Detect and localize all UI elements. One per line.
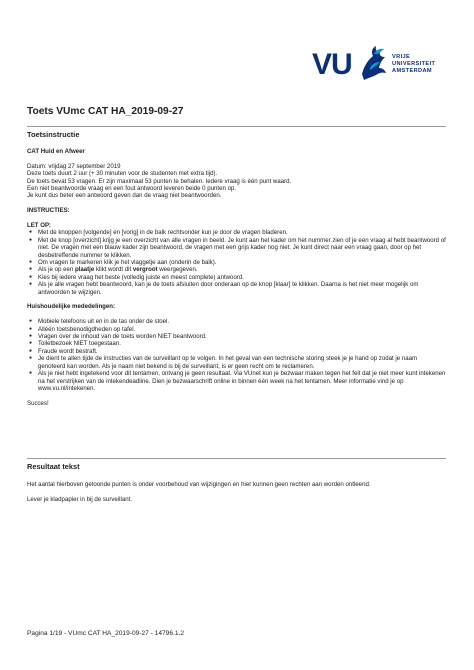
logo-line: VRIJE (392, 54, 411, 60)
list-item (38, 266, 446, 273)
resultaat-block (27, 481, 446, 503)
cat-heading: CAT Huid en Afweer (27, 148, 85, 155)
huishoud-heading: Huishoudelijke mededelingen: (27, 303, 116, 311)
page-title: Toets VUmc CAT HA_2019-09-27 (27, 106, 184, 117)
list-item: ● Om vragen te markeren klik je het vlaggetje aan (onderin de balk). (38, 259, 446, 266)
instruction-block (27, 148, 446, 407)
exam-date: Datum: vrijdag 27 september 2019 (27, 162, 121, 170)
list-text: klikt wordt dit (94, 266, 133, 274)
intro-line: Je kunt dus beter een antwoord geven dan de vraag niet beantwoorden. (27, 192, 222, 200)
logo-text (392, 54, 435, 75)
huishoud-list (27, 318, 446, 392)
list-item: ● Toiletbezoek NIET toegestaan. (38, 340, 446, 347)
resultaat-text: Het aantal hierboven getoonde punten is onder voorbehoud van wijzigingen en hier kunnen geen rechten aan worden ontleend. (27, 481, 371, 488)
instructies-heading: INSTRUCTIES: (27, 207, 70, 215)
list-text: weergegeven. (157, 266, 198, 274)
emphasis-text: vergroot (132, 266, 158, 274)
list-item: ● Met de knoppen [volgende] en [vorig] in de balk rechtsonder kun je door de vragen bladeren. (38, 229, 446, 236)
list-item: ● Fraude wordt bestraft. (38, 348, 446, 355)
list-item: ● Je dient te allen tijde de instructies van de surveillant op te volgen. In het geval van een technische storing steek je je hand op zodat je naam genoteerd kan worden. Als je naam niet bekend is bij de surveillant, is er geen recht om te reclameren. (38, 355, 446, 370)
section-heading-instructie: Toetsinstructie (27, 130, 80, 139)
vu-logo (312, 44, 442, 86)
kladpapier-text: Lever je kladpapier in bij de surveillant. (27, 495, 133, 503)
list-item: ● Als je alle vragen hebt beantwoord, kan je de toets afsluiten door onderaan op de knop [klaar] te klikken. Daarna is het niet meer mogelijk om antwoorden te wijzigen. (38, 281, 446, 296)
divider (27, 458, 446, 459)
page-footer: Pagina 1/19 - VUmc CAT HA_2019-09-27 - 14796.1.2 (27, 630, 184, 637)
list-item: ● Mobiele telefoons uit en in de tas onder de stoel. (38, 318, 446, 325)
list-item: ● Met de knop [overzicht] krijg je een overzicht van alle vragen in beeld. Je kunt aan het kader om het nummer zien of je een vraag al hebt beantwoord of niet. De vragen met een blauw kader zijn beantwoord, de vragen met een grijs kader nog niet. Je kunt direct naar een vraag gaan, door op het desbetreffende nummer te klikken. (38, 237, 446, 259)
succes-text: Succes! (27, 399, 49, 407)
letop-list (27, 229, 446, 296)
griffin-icon (358, 44, 388, 82)
logo-line: AMSTERDAM (392, 68, 432, 74)
divider (27, 126, 446, 127)
section-heading-resultaat: Resultaat tekst (27, 462, 80, 471)
intro-line: Deze toets duurt 2 uur (+ 30 minuten voor de studenten met extra tijd). (27, 170, 218, 178)
logo-line: UNIVERSITEIT (392, 61, 436, 67)
list-item: ● Alléén toetsbenodigdheden op tafel. (38, 326, 446, 333)
letop-heading: LET OP: (27, 222, 52, 230)
intro-line: Een niet beantwoorde vraag en een fout antwoord leveren beide 0 punten op. (27, 185, 237, 193)
list-item: ● Kies bij iedere vraag het beste (volledig juiste en meest complete) antwoord. (38, 274, 446, 281)
intro-line: De toets bevat 53 vragen. Er zijn maximaal 53 punten te behalen. Iedere vraag is één punt waard. (27, 177, 292, 185)
logo-mark: VU (312, 48, 352, 81)
list-item: ● Als je niet hebt ingetekend voor dit tentamen, ontvang je geen resultaat. Via VUnet kun je bezwaar maken tegen het feit dat je niet meer kunt intekenen na het verstrijken van de intekendeadline. Dien je bezwaarschrift online in binnen één week na het tentamen. Meer informatie vind je op www.vu.nl/intekenen. (38, 370, 446, 392)
list-text: Als je op een (38, 266, 75, 274)
list-item: ● Vragen over de inhoud van de toets worden NIET beantwoord. (38, 333, 446, 340)
emphasis-text: plaatje (74, 266, 95, 274)
